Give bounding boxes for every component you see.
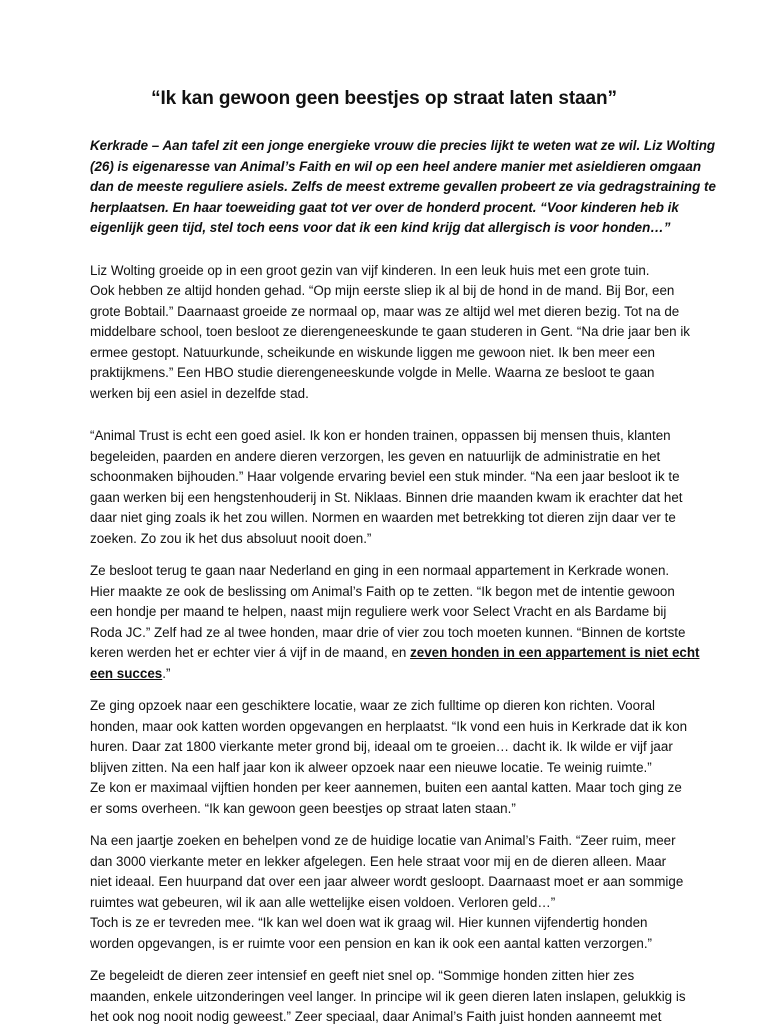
text-line: worden opgevangen, is er ruimte voor een pension en kan ik ook een aantal katten verzorgen.” [90,935,653,951]
paragraph-2 [90,426,683,549]
text-line: Toch is ze er tevreden mee. “Ik kan wel doen wat ik graag wil. Hier kunnen vijfendertig honden [90,915,648,930]
text-line: Ze besloot terug te gaan naar Nederland en ging in een normaal appartement in Kerkrade wonen. [90,563,670,578]
intro-line: eigenlijk geen tijd, stel toch eens voor dat ik een kind krijg dat allergisch is voor honden…” [90,220,671,235]
text-line: zoeken. Zo zou ik het dus absoluut nooit doen.” [90,530,372,546]
intro-line: herplaatsen. En haar toeweiding gaat tot ver over de honderd procent. “Voor kinderen heb ik [90,199,679,215]
text-line: begeleiden, paarden en andere dieren verzorgen, les geven en natuurlijk de administratie en het [90,448,661,464]
text-line [90,664,678,685]
paragraph-3 [90,561,700,684]
text-line: honden, maar ook katten worden opgevangen en herplaatst. “Ik vond een huis in Kerkrade dat ik kon [90,718,688,734]
text-line: Roda JC.” Zelf had ze al twee honden, maar drie of vier zou toch moeten kunnen. “Binnen de kortste [90,624,686,640]
paragraph-1 [90,261,690,405]
text-line: maanden, enkele uitzonderingen veel langer. In principe wil ik geen dieren laten inslapen, gelukkig is [90,988,686,1004]
paragraph-4 [90,696,688,819]
underlined-link[interactable]: een succes [90,665,163,681]
article-title: “Ik kan gewoon geen beestjes op straat laten staan” [151,88,617,109]
text-line: het ook nog nooit nodig geweest.” Zeer speciaal, daar Animal’s Faith juist honden aanneemt met [90,1009,662,1024]
text-line: Liz Wolting groeide op in een groot gezin van vijf kinderen. In een leuk huis met een grote tuin. [90,262,650,278]
text-line: ermee gestopt. Natuurkunde, scheikunde en wiskunde liggen me gewoon niet. Ik ben meer een [90,344,655,360]
underlined-link[interactable]: zeven honden in een appartement is niet echt [410,645,700,660]
text-line: Hier maakte ze ook de beslissing om Animal’s Faith op te zetten. “Ik begon met de intentie gewoon [90,583,675,599]
text-line: Ze begeleidt de dieren zeer intensief en geeft niet snel op. “Sommige honden zitten hier zes [90,968,635,983]
text-line: middelbare school, toen besloot ze dierengeneeskunde te gaan studeren in Gent. “Na drie jaar ben ik [90,324,690,339]
intro-line: Kerkrade – Aan tafel zit een jonge energieke vrouw die precies lijkt te weten wat ze wil. Liz Wolting [90,138,716,153]
text-line: dan 3000 vierkante meter en lekker afgelegen. Een hele straat voor mij en de dieren alleen. Maar [90,853,667,869]
text-line [90,643,700,664]
text-line: niet ideaal. Een huurpand dat over een jaar alweer wordt gesloopt. Daarnaast moet er aan sommige [90,874,684,889]
paragraph-5 [90,831,684,954]
text-line: er soms overheen. “Ik kan gewoon geen beestjes op straat laten staan.” [90,800,516,816]
intro-line: dan de meeste reguliere asiels. Zelfs de meest extreme gevallen probeert ze via gedragstraining te [90,179,716,194]
intro-line: (26) is eigenaresse van Animal’s Faith en wil op een heel andere manier met asieldieren omgaan [90,158,701,174]
text-line: werken bij een asiel in dezelfde stad. [90,385,309,401]
text-line: “Animal Trust is echt een goed asiel. Ik kon er honden trainen, oppassen bij mensen thuis, klanten [90,428,671,443]
text-line: Ze kon er maximaal vijftien honden per keer aannemen, buiten een aantal katten. Maar toch ging ze [90,780,682,795]
text-line: daar niet ging zoals ik het zou willen. Normen en waarden met betrekking tot dieren zijn daar ver te [90,510,676,525]
text-line: ruimtes wat gebeuren, wil ik aan alle wettelijke eisen voldoen. Verloren geld…” [90,894,556,910]
text-line: blijven zitten. Na een half jaar kon ik alweer opzoek naar een nieuwe locatie. Te weinig ruimte.” [90,759,652,775]
text-line: Ze ging opzoek naar een geschiktere locatie, waar ze zich fulltime op dieren kon richten. Vooral [90,698,655,713]
text-line: grote Bobtail.” Daarnaast groeide ze normaal op, maar was ze altijd wel met dieren bezig. Tot na de [90,303,680,319]
text-line: schoonmaken bijhouden.” Haar volgende ervaring beviel een stuk minder. “Na een jaar besloot ik te [90,469,680,484]
text-segment: keren werden het er echter vier á vijf in de maand, en [90,645,411,660]
text-line: Ook hebben ze altijd honden gehad. “Op mijn eerste sliep ik al bij de hond in de mand. Bij Bor, een [90,283,675,298]
intro-paragraph [90,136,716,239]
text-line: huren. Daar zat 1800 vierkante meter grond bij, ideaal om te groeien… dacht ik. Ik wilde er vijf jaar [90,739,673,754]
text-line: gaan werken bij een hengstenhouderij in St. Niklaas. Binnen drie maanden kwam ik erachter dat het [90,489,683,505]
text-line: een hondje per maand te helpen, naast mijn reguliere werk voor Select Vracht en als Bardame bij [90,604,667,619]
text-line: praktijkmens.” Een HBO studie dierengeneeskunde volgde in Melle. Waarna ze besloot te gaan [90,365,655,380]
text-line: Na een jaartje zoeken en behelpen vond ze de huidige locatie van Animal’s Faith. “Zeer ruim, meer [90,833,676,848]
paragraph-6 [90,966,686,1028]
text-segment: .” [162,665,171,681]
